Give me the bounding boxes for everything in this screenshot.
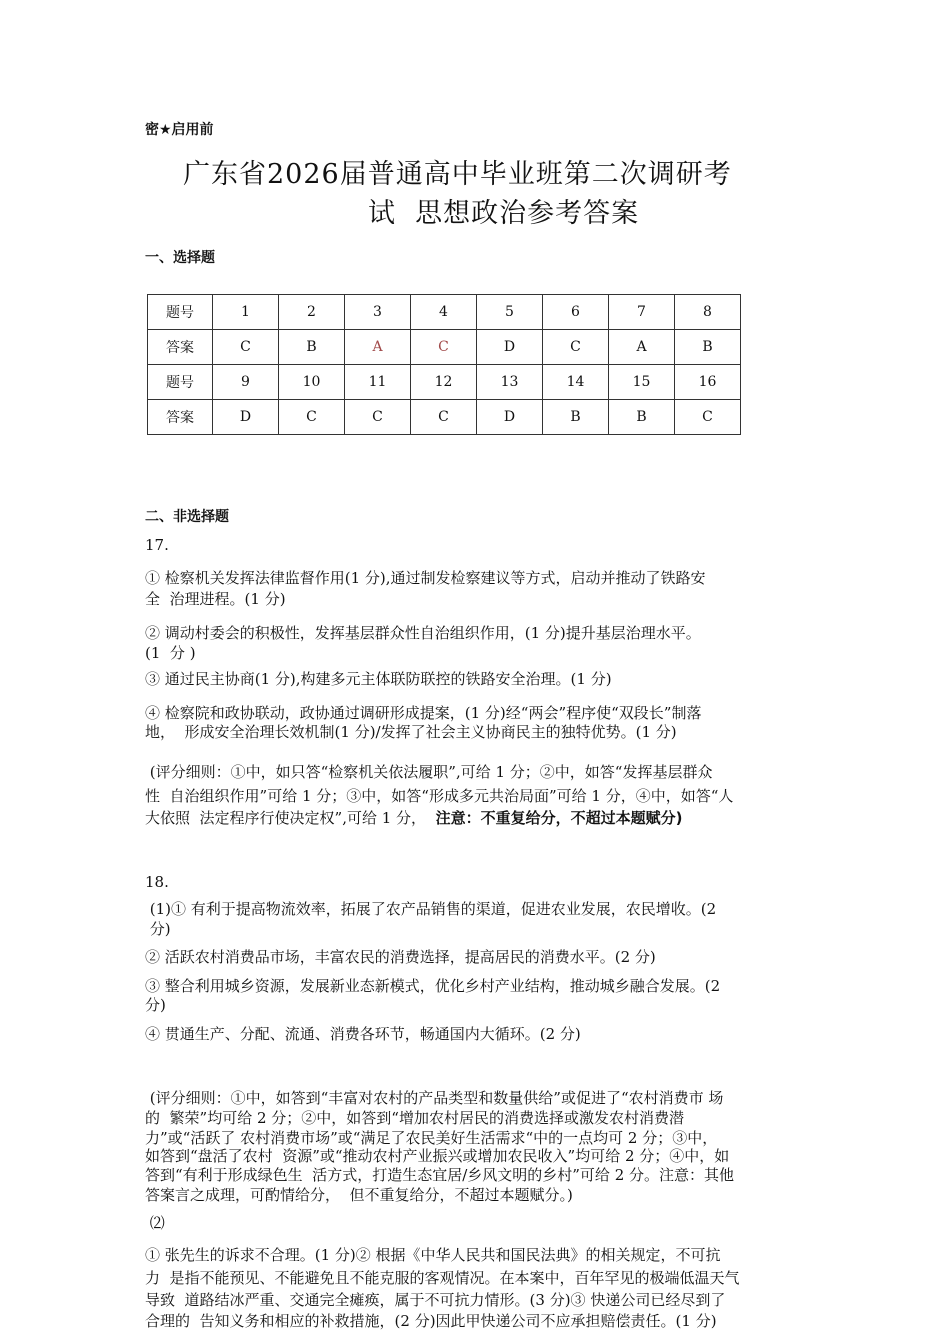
answer-line (145, 643, 196, 663)
table-cell: C (411, 330, 477, 365)
section-2-heading: 二、非选择题 (145, 509, 229, 525)
answer-text: 分) (145, 996, 166, 1014)
title-line-1: 广东省2026届普通高中毕业班第二次调研考 (183, 159, 732, 190)
answer-text: 答到“有利于形成绿色生 活方式，打造生态宜居/乡风文明的乡村”可给 2 分。注意：其他 (145, 1166, 735, 1184)
answer-table (147, 294, 741, 435)
answer-text: (评分细则：①中，如只答“检察机关依法履职”,可给 1 分；②中，如答“发挥基层群众 (145, 763, 713, 781)
answer-text: (评分细则：①中，如答到“丰富对农村的产品类型和数量供给”或促进了“农村消费市 场 (145, 1089, 724, 1107)
answer-text: 全 治理进程。(1 分) (145, 590, 286, 608)
table-cell: 5 (477, 295, 543, 330)
table-cell: A (609, 330, 675, 365)
table-cell: B (543, 400, 609, 435)
answer-line (145, 589, 286, 609)
answer-text: 如答到“盘活了农村 资源”或“推动农村产业振兴或增加农民收入”均可给 2 分；④中，如 (145, 1147, 730, 1165)
answer-line (145, 703, 701, 723)
answer-line (145, 899, 716, 919)
answer-line (145, 786, 733, 806)
title-line-2: 试 思想政治参考答案 (368, 198, 640, 229)
answer-text: 地， 形成安全治理长效机制(1 分)/发挥了社会主义协商民主的独特优势。(1 分) (145, 723, 677, 741)
table-cell: C (345, 400, 411, 435)
table-cell: 14 (543, 365, 609, 400)
answer-text: (1)① 有利于提高物流效率，拓展了农产品销售的渠道，促进农业发展，农民增收。(2 (145, 900, 717, 918)
table-cell: C (411, 400, 477, 435)
answer-text: ⑵ (145, 1214, 165, 1232)
table-cell: B (279, 330, 345, 365)
answer-text: ① 张先生的诉求不合理。(1 分)② 根据《中华人民共和国民法典》的相关规定，不可抗 (145, 1246, 721, 1264)
table-cell: C (213, 330, 279, 365)
table-row (148, 365, 741, 400)
answer-text: 大依照 法定程序行使决定权”,可给 1 分， (145, 809, 436, 827)
answer-line (145, 976, 720, 996)
answer-line (145, 568, 706, 588)
answer-line (145, 669, 612, 689)
answer-line (145, 1245, 721, 1265)
row-label: 题号 (148, 295, 213, 330)
table-cell: 10 (279, 365, 345, 400)
answer-text: 分) (145, 920, 171, 938)
table-cell: 8 (675, 295, 741, 330)
answer-line (145, 1088, 723, 1108)
answer-text: 导致 道路结冰严重、交通完全瘫痪，属于不可抗力情形。(3 分)③ 快递公司已经尽到了 (145, 1291, 726, 1309)
answer-line (145, 1165, 734, 1185)
table-cell: C (543, 330, 609, 365)
answer-text: ③ 整合利用城乡资源，发展新业态新模式，优化乡村产业结构，推动城乡融合发展。(2 (145, 977, 721, 995)
answer-text: ① 检察机关发挥法律监督作用(1 分),通过制发检察建议等方式，启动并推动了铁路安 (145, 569, 706, 587)
row-label: 答案 (148, 330, 213, 365)
answer-line (145, 1213, 165, 1233)
answer-line (145, 1146, 729, 1166)
answer-text: ② 活跃农村消费品市场，丰富农民的消费选择，提高居民的消费水平。(2 分) (145, 948, 656, 966)
question-18-number: 18. (145, 873, 169, 891)
answer-text: 性 自治组织作用”可给 1 分；③中，如答“形成多元共治局面”可给 1 分，④中，如答“人 (145, 787, 734, 805)
table-cell: 7 (609, 295, 675, 330)
answer-line (145, 722, 677, 742)
table-cell: 13 (477, 365, 543, 400)
question-17-number: 17. (145, 536, 169, 554)
row-label: 题号 (148, 365, 213, 400)
table-cell: D (477, 330, 543, 365)
table-cell: 1 (213, 295, 279, 330)
answer-line (145, 995, 166, 1015)
table-row (148, 400, 741, 435)
answer-text: 的 繁荣”均可给 2 分；②中，如答到“增加农村居民的消费选择或激发农村消费潜 (145, 1109, 684, 1127)
table-cell: 6 (543, 295, 609, 330)
table-cell: C (279, 400, 345, 435)
table-cell: D (213, 400, 279, 435)
table-row (148, 295, 741, 330)
answer-text: ③ 通过民主协商(1 分),构建多元主体联防联控的铁路安全治理。(1 分) (145, 670, 612, 688)
answer-text: 答案言之成理，可酌情给分， 但不重复给分，不超过本题赋分。) (145, 1186, 573, 1204)
answer-line (145, 808, 682, 828)
table-cell: B (675, 330, 741, 365)
answer-line (145, 1128, 717, 1148)
table-row (148, 330, 741, 365)
confidential-label: 密★启用前 (145, 122, 214, 138)
table-cell: 2 (279, 295, 345, 330)
table-cell: A (345, 330, 411, 365)
answer-text: 合理的 告知义务和相应的补救措施，(2 分)因此甲快递公司不应承担赔偿责任。(1 分) (145, 1312, 717, 1330)
table-cell: 4 (411, 295, 477, 330)
answer-line (145, 1311, 717, 1331)
table-cell: 12 (411, 365, 477, 400)
table-cell: 16 (675, 365, 741, 400)
answer-line (145, 1185, 573, 1205)
answer-line (145, 762, 712, 782)
table-cell: 3 (345, 295, 411, 330)
answer-line (145, 1268, 740, 1288)
section-1-heading: 一、选择题 (145, 250, 215, 266)
answer-line (145, 623, 701, 643)
row-label: 答案 (148, 400, 213, 435)
answer-text: ④ 检察院和政协联动，政协通过调研形成提案，(1 分)经“两会”程序使“双段长”制落 (145, 704, 702, 722)
answer-text: (1 分 ) (145, 644, 196, 662)
answer-text: 力 是指不能预见、不能避免且不能克服的客观情况。在本案中，百年罕见的极端低温天气 (145, 1269, 740, 1287)
table-cell: D (477, 400, 543, 435)
answer-text: 力”或“活跃了 农村消费市场”或“满足了农民美好生活需求“中的一点均可 2 分；③中， (145, 1129, 718, 1147)
answer-line (145, 1290, 725, 1310)
table-cell: 9 (213, 365, 279, 400)
answer-line (145, 947, 656, 967)
answer-text: ④ 贯通生产、分配、流通、消费各环节，畅通国内大循环。(2 分) (145, 1025, 581, 1043)
note-bold: 注意：不重复给分，不超过本题赋分) (435, 809, 683, 827)
answer-line (145, 919, 171, 939)
table-cell: 11 (345, 365, 411, 400)
table-cell: 15 (609, 365, 675, 400)
table-cell: C (675, 400, 741, 435)
answer-text: ② 调动村委会的积极性，发挥基层群众性自治组织作用，(1 分)提升基层治理水平。 (145, 624, 701, 642)
answer-line (145, 1108, 684, 1128)
table-cell: B (609, 400, 675, 435)
answer-line (145, 1024, 581, 1044)
